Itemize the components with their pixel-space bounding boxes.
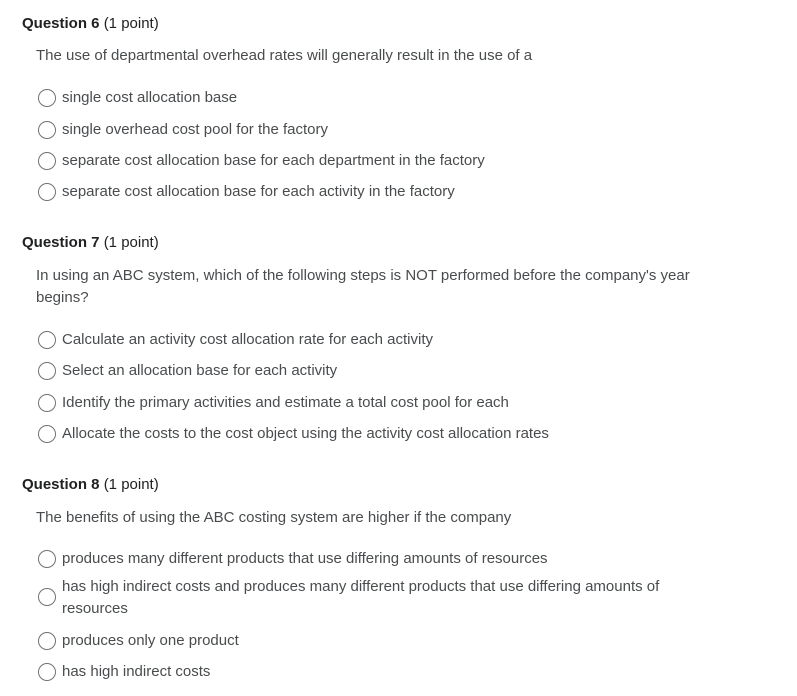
radio-button[interactable]: [38, 89, 56, 107]
answer-option-label[interactable]: produces many different products that use differing amounts of resources: [62, 550, 548, 567]
radio-button[interactable]: [38, 550, 56, 568]
answer-option[interactable]: [38, 119, 682, 141]
radio-button[interactable]: [38, 425, 56, 443]
answer-option-label[interactable]: produces only one product: [62, 632, 239, 649]
question-7-title: [22, 234, 159, 251]
answer-option[interactable]: [38, 548, 682, 570]
radio-button[interactable]: [38, 588, 56, 606]
answer-option[interactable]: [38, 423, 682, 445]
radio-button[interactable]: [38, 121, 56, 139]
answer-option[interactable]: [38, 630, 682, 652]
question-points: (1 point): [103, 234, 159, 251]
answer-option-label[interactable]: Select an allocation base for each activity: [62, 362, 338, 379]
answer-option[interactable]: [38, 392, 682, 414]
radio-button[interactable]: [38, 394, 56, 412]
answer-option-label[interactable]: single overhead cost pool for the factory: [62, 121, 328, 138]
answer-option-label[interactable]: Identify the primary activities and estimate a total cost pool for each: [62, 394, 509, 411]
question-prompt: The use of departmental overhead rates will generally result in the use of a: [36, 47, 533, 64]
question-points: (1 point): [103, 15, 159, 32]
answer-option-label[interactable]: Allocate the costs to the cost object using the activity cost allocation rates: [62, 425, 549, 442]
radio-button[interactable]: [38, 362, 56, 380]
answer-option-label[interactable]: Calculate an activity cost allocation rate for each activity: [62, 331, 434, 348]
answer-option-label[interactable]: separate cost allocation base for each activity in the factory: [62, 183, 455, 200]
answer-option[interactable]: [38, 661, 682, 683]
answer-option[interactable]: [38, 87, 682, 109]
answer-option[interactable]: [38, 329, 682, 351]
answer-option-label[interactable]: has high indirect costs: [62, 663, 211, 680]
question-prompt: The benefits of using the ABC costing system are higher if the company: [36, 509, 512, 526]
radio-button[interactable]: [38, 183, 56, 201]
question-number: Question 7: [22, 234, 100, 251]
question-points: (1 point): [103, 476, 159, 493]
question-6-title: [22, 15, 159, 32]
question-prompt: In using an ABC system, which of the following steps is NOT performed before the company's year begins?: [36, 267, 690, 306]
answer-option[interactable]: [38, 360, 682, 382]
question-number: Question 6: [22, 15, 100, 32]
radio-button[interactable]: [38, 331, 56, 349]
radio-button[interactable]: [38, 663, 56, 681]
answer-option[interactable]: [38, 181, 682, 203]
answer-option-label[interactable]: separate cost allocation base for each department in the factory: [62, 152, 485, 169]
question-number: Question 8: [22, 476, 100, 493]
answer-option[interactable]: [38, 150, 682, 172]
radio-button[interactable]: [38, 632, 56, 650]
question-8-title: [22, 476, 159, 493]
radio-button[interactable]: [38, 152, 56, 170]
answer-option-label[interactable]: single cost allocation base: [62, 89, 238, 106]
answer-option-label[interactable]: has high indirect costs and produces many different products that use differing amounts of resources: [62, 578, 660, 617]
answer-option[interactable]: [38, 576, 682, 620]
